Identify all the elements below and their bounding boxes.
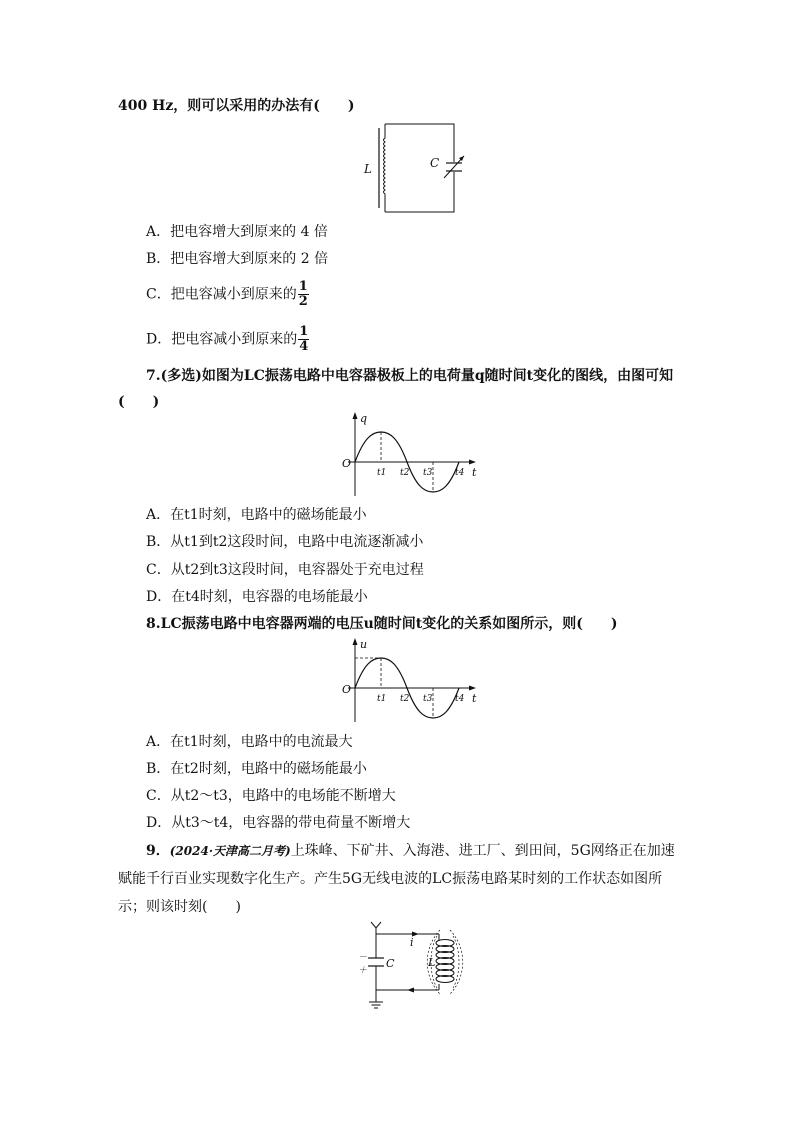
option-letter: B． [146,761,171,777]
q6-lc-circuit [360,118,470,218]
origin-label: O [342,457,352,470]
tick-t2: t2 [400,468,410,478]
option-text: 在t4时刻，电容器的电场能最小 [171,589,368,605]
q7-option-b[interactable] [146,532,423,552]
option-letter: D． [146,589,172,605]
option-text: 把电容减小到原来的 [171,331,298,348]
option-letter: C． [146,788,171,804]
option-letter: A． [146,507,171,523]
fraction-one-half: $\frac{1}{2}$ [298,279,308,309]
inductor-label: L [428,956,436,969]
option-letter: C． [146,286,171,303]
option-letter: C． [146,562,171,578]
q8-option-d[interactable] [146,813,410,833]
option-letter: A． [146,224,171,240]
option-text: 从t3～t4，电容器的带电荷量不断增大 [171,815,411,831]
option-letter: A． [146,734,171,750]
option-text: 在t1时刻，电路中的磁场能最小 [170,507,367,523]
option-text: 从t2到t3这段时间，电容器处于充电过程 [170,562,424,578]
q8-option-c[interactable] [146,786,396,806]
q8-stem: 8.LC振荡电路中电容器两端的电压u随时间t变化的关系如图所示，则( ) [146,616,618,632]
plus-sign: ＋ [358,966,368,976]
tick-t2: t2 [400,694,410,704]
q8-option-a[interactable] [146,732,353,752]
q9-source-tag: (2024·天津高二月考) [169,844,291,858]
x-axis-label: t [472,466,477,479]
option-letter: D． [146,815,172,831]
q7-option-d[interactable] [146,587,368,607]
tick-t3: t3 [423,694,433,704]
q7-charge-graph [338,410,488,500]
x-axis-label: t [472,692,477,705]
option-text: 把电容增大到原来的 4 倍 [170,224,328,240]
q6-option-d[interactable] [146,325,309,354]
q7-stem-line1: 7.(多选)如图为LC振荡电路中电容器极板上的电荷量q随时间t变化的图线，由图可知 [146,368,674,384]
tick-t1: t1 [377,694,387,704]
y-axis-label: q [360,412,368,425]
option-text: 从t2～t3，电路中的电场能不断增大 [170,788,396,804]
q6-option-b[interactable] [146,249,328,269]
current-label: i [410,936,414,949]
option-text: 在t2时刻，电路中的磁场能最小 [170,761,367,777]
q9-stem-line3: 示；则该时刻( ) [118,899,241,915]
option-text: 在t1时刻，电路中的电流最大 [170,734,353,750]
q7-option-a[interactable] [146,505,367,525]
tick-t4: t4 [455,694,465,704]
q8-voltage-graph [338,636,488,726]
q7-stem-line2: ( ) [118,394,160,410]
tick-t3: t3 [423,468,433,478]
tick-t4: t4 [455,468,465,478]
option-text: 把电容增大到原来的 2 倍 [170,251,329,267]
y-axis-label: u [360,638,368,651]
origin-label: O [342,683,352,696]
q6-option-a[interactable] [146,222,328,242]
option-text: 从t1到t2这段时间，电路中电流逐渐减小 [170,534,424,550]
q7-option-c[interactable] [146,560,424,580]
q8-option-b[interactable] [146,759,367,779]
q6-option-c[interactable] [146,280,309,309]
minus-sign: － [358,953,368,963]
q6-stem: 400 Hz，则可以采用的办法有( ) [118,98,355,114]
capacitor-label: C [430,156,440,170]
tick-t1: t1 [377,468,387,478]
option-letter: B． [146,251,171,267]
q9-stem-line1: 9．(2024·天津高二月考)上珠峰、下矿井、入海港、进工厂、到田间，5G网络正在加速 [146,843,675,859]
option-letter: B． [146,534,171,550]
q9-stem-line2: 赋能千行百业实现数字化生产。产生5G无线电波的LC振荡电路某时刻的工作状态如图所 [118,871,663,887]
fraction-one-quarter: $\frac{1}{4}$ [299,324,309,354]
option-letter: D． [146,331,172,348]
q9-lc-circuit [355,920,475,1012]
inductor-label: L [364,162,372,176]
option-text: 把电容减小到原来的 [170,286,297,303]
capacitor-label: C [386,957,395,970]
